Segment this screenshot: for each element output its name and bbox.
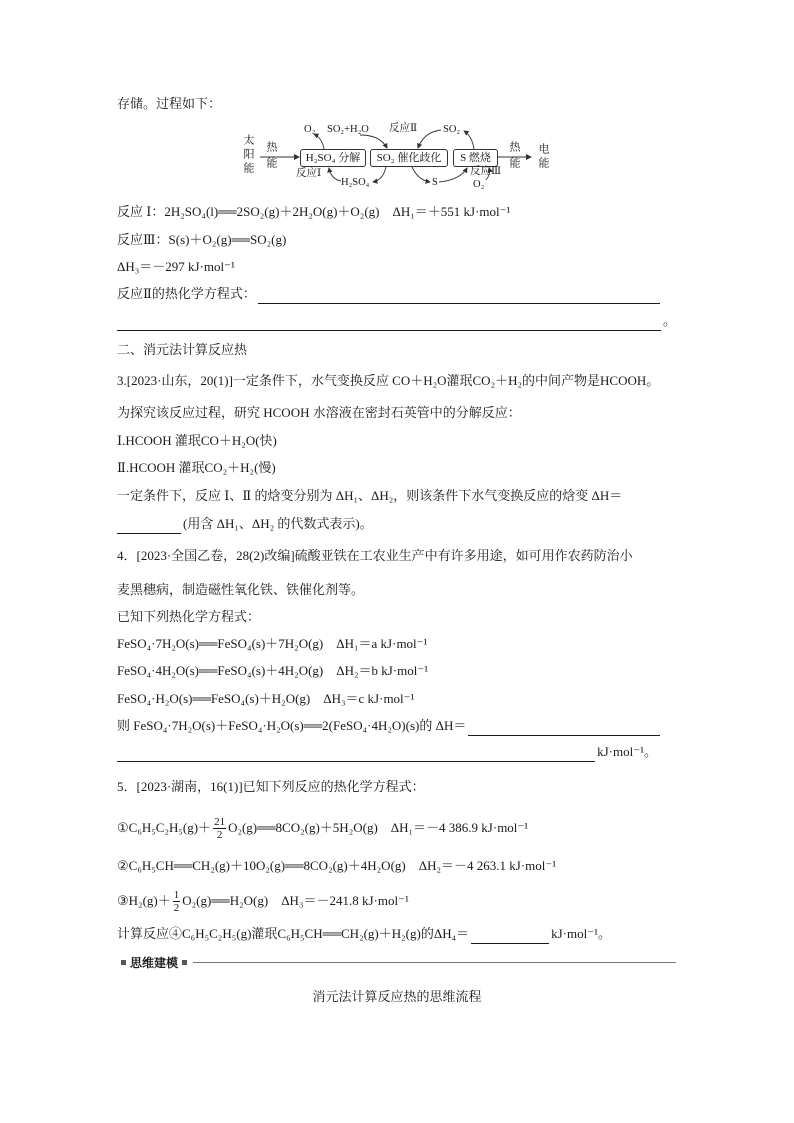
q4-equation-2: FeSO₄·4H₂O(s)══FeSO₄(s)＋4H₂O(g) ΔH₂＝b kJ·mol⁻¹ — [117, 663, 429, 678]
heat-energy-label-out: 热能 — [508, 141, 520, 173]
fraction-numerator: 21 — [214, 815, 226, 828]
q4-unit: kJ·mol⁻¹。 — [597, 744, 657, 759]
reaction-2-question — [117, 284, 662, 304]
sentence-end: 。 — [662, 313, 676, 328]
arc-so2-to-box2 — [418, 130, 441, 148]
section-heading: 二、消元法计算反应热 — [117, 342, 248, 357]
arc-s-to-box3 — [439, 168, 467, 182]
q3-step-1: Ⅰ.HCOOH 灌珉CO＋H₂O(快) — [117, 433, 277, 448]
answer-blank — [468, 720, 660, 736]
label-top-so2: SO₂ — [443, 124, 461, 135]
q5-unit: kJ·mol⁻¹。 — [551, 926, 611, 941]
reaction-3-enthalpy: ΔH₃＝－297 kJ·mol⁻¹ — [117, 259, 235, 274]
solar-energy-label: 太阳能 — [242, 134, 254, 176]
label-top-so2-h2o: SO₂+H₂O — [327, 124, 369, 135]
q5-equation-1 — [117, 813, 528, 843]
q5-line-1: 5．[2023·湖南，16(1)]已知下列反应的热化学方程式： — [117, 779, 425, 794]
label-reaction-2: 反应Ⅱ — [389, 123, 418, 134]
reaction-2-prompt: 反应Ⅱ的热化学方程式： — [117, 286, 256, 301]
reaction-2-question-cont — [117, 311, 676, 331]
answer-blank — [117, 518, 181, 534]
box-h2so4-decomposition: H₂SO₄ 分解 — [300, 149, 366, 167]
q4-question — [117, 716, 662, 736]
reaction-1-equation: 反应 Ⅰ：2H₂SO₄(l)══2SO₂(g)＋2H₂O(g)＋O₂(g) ΔH₁＝＋551 kJ·mol⁻¹ — [117, 204, 511, 219]
thinking-model-heading — [117, 952, 676, 972]
label-top-o2: O₂ — [304, 124, 316, 135]
q5-equation-2: ②C₆H₅CH══CH₂(g)＋10O₂(g)══8CO₂(g)＋4H₂O(g) ΔH₂＝－4 263.1 kJ·mol⁻¹ — [117, 858, 557, 873]
fraction-denominator: 2 — [216, 828, 223, 841]
fraction-denominator: 2 — [173, 901, 180, 914]
arc-box1-to-o2 — [314, 134, 324, 149]
q3-step-2: Ⅱ.HCOOH 灌珉CO₂＋H₂(慢) — [117, 460, 276, 475]
box-so2-disproportionation: SO₂ 催化歧化 — [370, 149, 448, 167]
reaction-3-equation: 反应Ⅲ：S(s)＋O₂(g)══SO₂(g) — [117, 232, 287, 247]
q4-prompt: 则 FeSO₄·7H₂O(s)＋FeSO₄·H₂O(s)══2(FeSO₄·4H₂O)(s)的 ΔH＝ — [117, 718, 467, 733]
arc-so2h2o-to-box2 — [360, 135, 387, 148]
intro-text: 存储。过程如下： — [117, 96, 222, 111]
q3-line-1: 3.[2023·山东，20(1)]一定条件下，水气变换反应 CO＋H₂O灌珉CO₂＋H₂的中间产物是HCOOH。 — [117, 373, 660, 388]
arc-box2-to-h2so4 — [373, 167, 386, 182]
q5-eq3-right: O₂(g)══H₂O(g) ΔH₃＝－241.8 kJ·mol⁻¹ — [182, 893, 409, 908]
label-bottom-o2: O₂ — [473, 179, 485, 190]
electric-energy-label: 电能 — [537, 143, 549, 171]
q4-equation-1: FeSO₄·7H₂O(s)══FeSO₄(s)＋7H₂O(g) ΔH₁＝a kJ·mol⁻¹ — [117, 636, 428, 651]
answer-blank — [258, 288, 660, 304]
q5-eq1-left: ①C₆H₅C₂H₅(g)＋ — [117, 820, 212, 835]
q4-line-1: 4．[2023·全国乙卷，28(2)改编]硫酸亚铁在工农业生产中有许多用途，如可用作农药防治小 — [117, 548, 633, 563]
label-bottom-s: S — [432, 177, 438, 188]
q3-hint: (用含 ΔH₁、ΔH₂ 的代数式表示)。 — [183, 516, 373, 531]
q5-equation-3 — [117, 886, 409, 916]
fraction — [173, 889, 181, 914]
thinking-model-title: 思维建模 — [130, 955, 179, 970]
fraction — [213, 816, 226, 841]
q5-eq3-left: ③H₂(g)＋ — [117, 893, 171, 908]
arc-box3-to-so2 — [464, 131, 474, 149]
label-reaction-1: 反应Ⅰ — [296, 168, 322, 179]
flow-title: 消元法计算反应热的思维流程 — [312, 989, 482, 1004]
arc-box2-to-s — [412, 167, 430, 182]
q3-line-3: 一定条件下，反应 Ⅰ、Ⅱ 的焓变分别为 ΔH₁、ΔH₂，则该条件下水气变换反应的焓变 ΔH＝ — [117, 488, 623, 503]
answer-blank — [471, 928, 549, 944]
process-diagram — [240, 118, 560, 196]
q3-line-4 — [117, 514, 373, 534]
fraction-numerator: 1 — [173, 888, 180, 901]
label-reaction-3: 反应Ⅲ — [470, 166, 502, 177]
heat-energy-label-in: 热能 — [265, 141, 277, 173]
q4-equation-3: FeSO₄·H₂O(s)══FeSO₄(s)＋H₂O(g) ΔH₃＝c kJ·mol⁻¹ — [117, 691, 415, 706]
q4-question-cont — [117, 742, 657, 762]
square-bullet-icon — [121, 960, 126, 965]
answer-blank — [117, 746, 595, 762]
q5-question — [117, 924, 611, 944]
q4-line-2: 麦黑穗病，制造磁性氧化铁、铁催化剂等。 — [117, 582, 365, 597]
label-bottom-h2so4: H₂SO₄ — [341, 177, 370, 188]
answer-blank — [117, 315, 661, 331]
arc-h2so4-to-box1 — [329, 168, 341, 181]
square-bullet-icon — [182, 960, 187, 965]
q5-eq1-right: O₂(g)══8CO₂(g)＋5H₂O(g) ΔH₁＝－4 386.9 kJ·mol⁻¹ — [228, 820, 529, 835]
q4-line-3: 已知下列热化学方程式： — [117, 609, 261, 624]
divider — [193, 962, 676, 963]
q5-prompt: 计算反应④C₆H₅C₂H₅(g)灌珉C₆H₅CH══CH₂(g)＋H₂(g)的ΔH₄＝ — [117, 926, 470, 941]
box-s-combustion: S 燃烧 — [453, 149, 498, 167]
q3-line-2: 为探究该反应过程，研究 HCOOH 水溶液在密封石英管中的分解反应： — [117, 405, 521, 420]
